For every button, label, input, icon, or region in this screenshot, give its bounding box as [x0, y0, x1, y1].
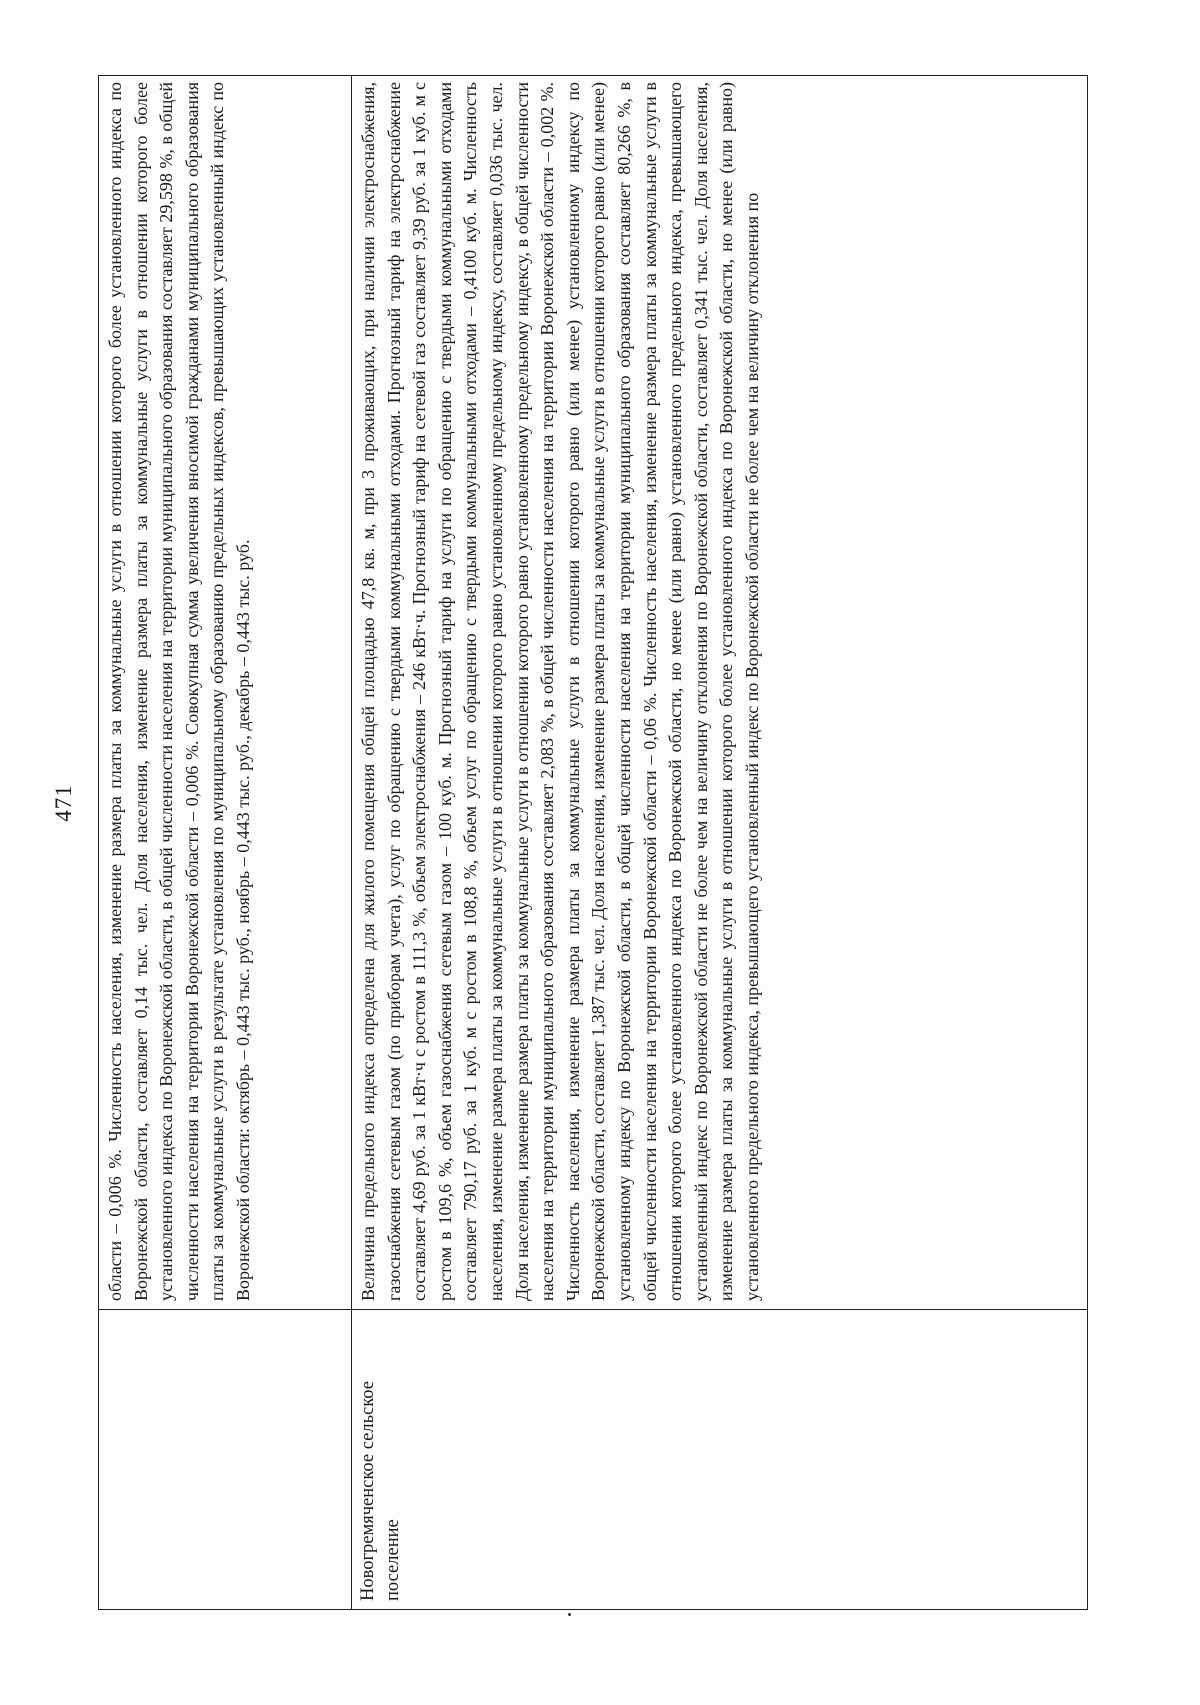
tariff-index-table [98, 75, 1088, 1610]
rotated-table-frame [98, 75, 1088, 1610]
footer-dot-mark [568, 1613, 571, 1616]
description-cell-row-1: области – 0,006 %. Численность населения, изменение размера платы за коммунальные услуги в отношении которого более установленного индекса по Воронежской области, составляет 0,14 тыс. чел. Доля населения, изменение размера платы за коммунальные услуги в отношении которого более установленного индекса по Воронежской области, в общей численности населения на территории муниципального образования составляет 29,598 %, в общей численности населения на территории Воронежской области – 0,006 %. Совокупная сумма увеличения вносимой гражданами муниципального образования платы за коммунальные услуги в результате установления по муниципальному образованию предельных индексов, превышающих установленный индекс по Воронежской области: октябрь – 0,443 тыс. руб., ноябрь – 0,443 тыс. руб., декабрь – 0,443 тыс. руб. [99, 75, 352, 1309]
settlement-cell-row-2: Новогремяченское сельское поселение [352, 1309, 1088, 1609]
description-cell-row-2: Величина предельного индекса определена для жилого помещения общей площадью 47,8 кв. м, при 3 проживающих, при наличии электроснабжения, газоснабжения сетевым газом (по приборам учета), услуг по обращению с твердыми коммунальными отходами. Прогнозный тариф на электроснабжение составляет 4,69 руб. за 1 кВт·ч с ростом в 111,3 %, объем электроснабжения – 246 кВт·ч. Прогнозный тариф на сетевой газ составляет 9,39 руб. за 1 куб. м с ростом в 109,6 %, объем газоснабжения сетевым газом – 100 куб. м. Прогнозный тариф на услуги по обращению с твердыми коммунальными отходами составляет 790,17 руб. за 1 куб. м с ростом в 108,8 %, объем услуг по обращению с твердыми коммунальными отходами – 0,4100 куб. м. Численность населения, изменение размера платы за коммунальные услуги в отношении которого равно установленному предельному индексу, составляет 0,036 тыс. чел. Доля населения, изменение размера платы за коммунальные услуги в отношении которого равно установленному предельному индексу, в общей численности населения на территории муниципального образования составляет 2,083 %, в общей численности населения на территории Воронежской области – 0,002 %. Численность населения, изменение размера платы за коммунальные услуги в отношении которого равно (или менее) установленному индексу по Воронежской области, составляет 1,387 тыс. чел. Доля населения, изменение размера платы за коммунальные услуги в отношении которого равно (или менее) установленному индексу по Воронежской области, в общей численности населения на территории муниципального образования составляет 80,266 %, в общей численности населения на территории Воронежской области – 0,06 %. Численность населения, изменение размера платы за коммунальные услуги в отношении которого более установленного индекса по Воронежской области, но менее (или равно) установленного предельного индекса, превышающего установленный индекс по Воронежской области не более чем на величину отклонения по Воронежской области, составляет 0,341 тыс. чел. Доля населения, изменение размера платы за коммунальные услуги в отношении которого более установленного индекса по Воронежской области, но менее (или равно) установленного предельного индекса, превышающего установленный индекс по Воронежской области не более чем на величину отклонения по [358, 82, 762, 1301]
page-number: 471 [51, 784, 76, 822]
settlement-cell-row-1 [99, 1309, 352, 1609]
